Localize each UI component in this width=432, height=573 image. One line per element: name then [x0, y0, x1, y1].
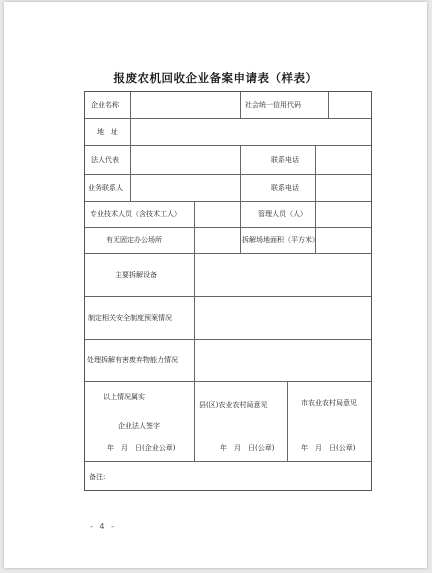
label-main-equipment: 主要拆解设备	[115, 271, 157, 279]
col-divider	[315, 201, 316, 253]
row-divider	[85, 253, 371, 254]
row-divider	[85, 296, 371, 297]
row-divider	[85, 461, 371, 462]
col-divider	[287, 381, 288, 461]
page-number: - 4 -	[90, 522, 116, 531]
row-divider	[85, 174, 371, 175]
document-page	[4, 2, 427, 568]
row-divider	[85, 201, 371, 202]
label-tech-staff: 专业技术人员（含技术工人）	[90, 210, 181, 218]
legal-signature-label: 企业法人签字	[118, 422, 160, 430]
label-phone-1: 联系电话	[271, 156, 299, 164]
label-office: 有无固定办公场所	[106, 236, 162, 244]
label-safety-plan: 制定相关安全制度预案情况	[88, 314, 172, 322]
remarks-label: 备注:	[89, 473, 106, 481]
label-credit-code: 社会统一信用代码	[245, 101, 301, 109]
label-legal-rep: 法人代表	[91, 156, 119, 164]
label-company-name: 企业名称	[91, 101, 119, 109]
label-address: 地 址	[97, 128, 118, 136]
col-divider	[240, 201, 241, 253]
row-divider	[85, 381, 371, 382]
col-divider	[130, 118, 131, 145]
col-divider	[315, 145, 316, 201]
label-phone-2: 联系电话	[271, 184, 299, 192]
label-business-contact: 业务联系人	[88, 184, 123, 192]
row-divider	[85, 145, 371, 146]
county-opinion-label: 县(区)农业农村局意见	[199, 401, 268, 409]
page-title: 报废农机回收企业备案申请表（样表）	[113, 71, 318, 85]
col-divider	[130, 92, 131, 118]
col-divider	[194, 381, 195, 461]
col-divider	[240, 145, 241, 201]
row-divider	[85, 339, 371, 340]
col-divider	[328, 92, 329, 118]
col-divider	[130, 145, 131, 201]
date-company-seal: 年 月 日(企业公章)	[107, 444, 176, 452]
col-divider	[240, 92, 241, 118]
col-divider	[194, 253, 195, 381]
city-opinion-label: 市农业农村局意见	[301, 399, 357, 407]
date-city-seal: 年 月 日(公章)	[301, 444, 356, 452]
row-divider	[85, 227, 371, 228]
label-managers: 管理人员（人）	[258, 210, 307, 218]
col-divider	[194, 201, 195, 253]
application-form-table	[84, 91, 372, 491]
label-dismantle-area: 拆解场地面积（平方米）	[242, 236, 319, 244]
date-county-seal: 年 月 日(公章)	[220, 444, 275, 452]
row-divider	[85, 118, 371, 119]
declaration-text: 以上情况属实	[103, 393, 145, 401]
label-hazardous-waste: 处理拆解有害废弃物能力情况	[87, 356, 178, 364]
